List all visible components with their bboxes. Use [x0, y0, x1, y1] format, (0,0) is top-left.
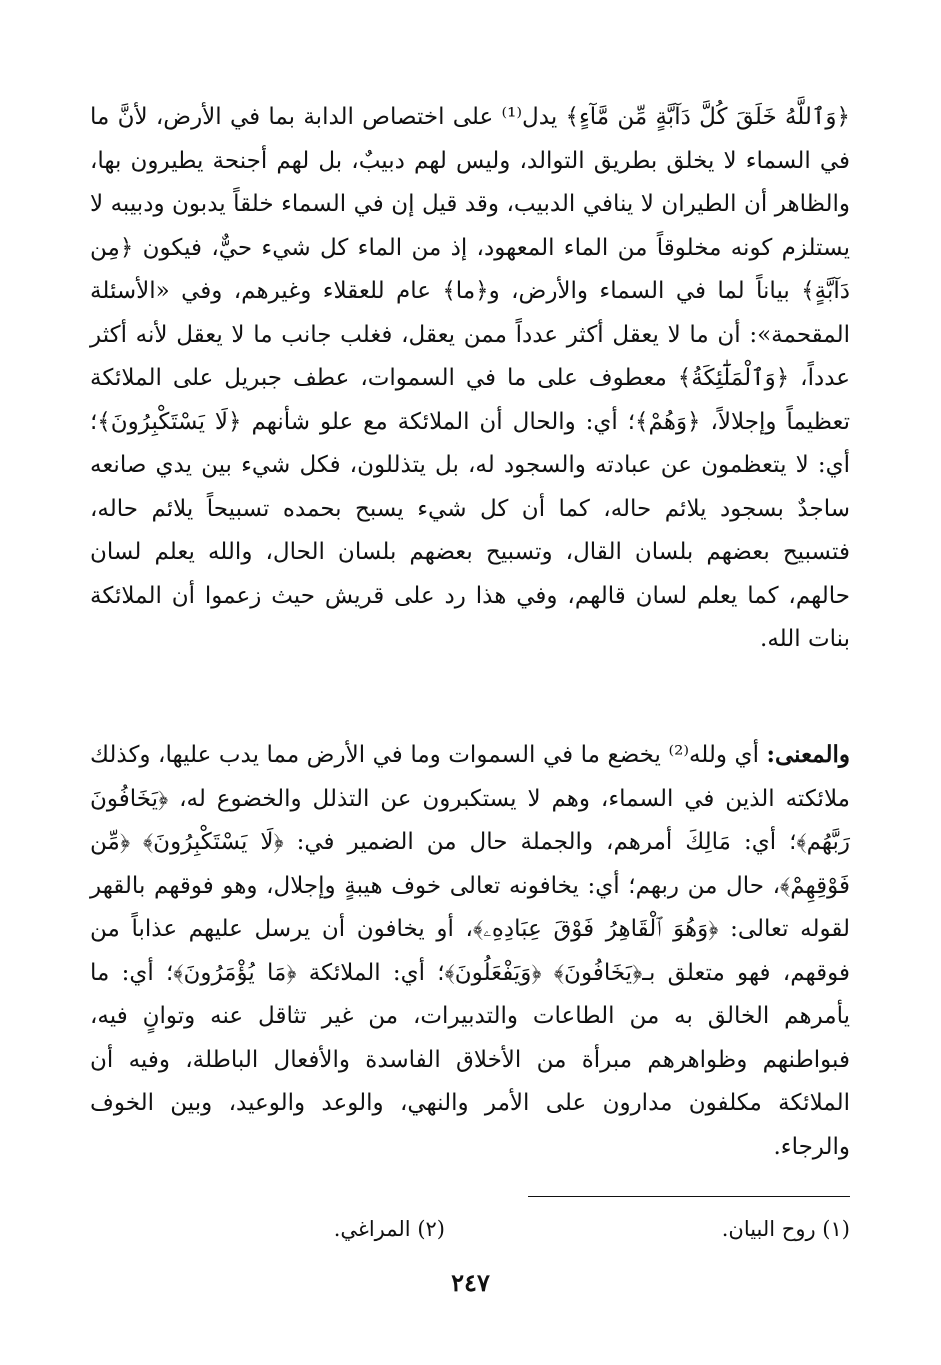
paragraph-verse-commentary — [90, 96, 850, 662]
meaning-heading: والمعنى: — [766, 741, 850, 768]
footnote-2: (٢) المراغي. — [333, 1217, 445, 1241]
footnote-1: (١) روح البيان. — [721, 1217, 850, 1241]
paragraph1-text: ﴿وَٱللَّهُ خَلَقَ كُلَّ دَآبَّةٍ مِّن مَّآءٍ﴾ يدل⁽¹⁾ على اختصاص الدابة بما في الأرض، لأنَّ ما في السماء لا يخلق بطريق التوالد، وليس لهم دبيبٌ، بل لهم أجنحة يطيرون بها، والظاهر أن الطيران لا ينافي الدبيب، وقد قيل إن في السماء خلقاً يدبون ودبيبه لا يستلزم كونه مخلوقاً من الماء المعهود، إذ من الماء كل شيء حيٌّ، فيكون ﴿مِن دَآبَّةٍ﴾ بياناً لما في السماء والأرض، و﴿ما﴾ عام للعقلاء وغيرهم، وفي «الأسئلة المقحمة»: أن ما لا يعقل أكثر عدداً ممن يعقل، فغلب جانب ما لا يعقل لأنه أكثر عدداً، ﴿وَٱلْمَلَٰٓئِكَةُ﴾ معطوف على ما في السموات، عطف جبريل على الملائكة تعظيماً وإجلالاً، ﴿وَهُمْ﴾؛ أي: والحال أن الملائكة مع علو شأنهم ﴿لَا يَسْتَكْبِرُونَ﴾؛ أي: لا يتعظمون عن عبادته والسجود له، بل يتذللون، فكل شيء بين يدي صانعه ساجدٌ بسجود يلائم حاله، كما أن كل شيء يسبح بحمده تسبيحاً يلائم حاله، فتسبيح بعضهم بلسان القال، وتسبيح بعضهم بلسان الحال، والله يعلم لسان حالهم، كما يعلم لسان قالهم، وفي هذا رد على قريش حيث زعموا أن الملائكة بنات الله. — [90, 104, 850, 652]
page-number: ٢٤٧ — [451, 1268, 490, 1297]
footnote-divider — [528, 1196, 850, 1197]
paragraph2-text: أي ولله⁽²⁾ يخضع ما في السموات وما في الأرض مما يدب عليها، وكذلك ملائكته الذين في السماء، وهم لا يستكبرون عن التذلل والخضوع له، ﴿يَخَافُونَ رَبَّهُم﴾؛ أي: مَالِكَ أمرهم، والجملة حال من الضمير في: ﴿لَا يَسْتَكْبِرُونَ﴾ ﴿مِّن فَوْقِهِمْ﴾، حال من ربهم؛ أي: يخافونه تعالى خوف هيبةٍ وإجلال، وهو فوقهم بالقهر لقوله تعالى: ﴿وَهُوَ ٱلْقَاهِرُ فَوْقَ عِبَادِهِۦ﴾، أو يخافون أن يرسل عليهم عذاباً من فوقهم، فهو متعلق بـ﴿يَخَافُونَ﴾ ﴿وَيَفْعَلُونَ﴾؛ أي: الملائكة ﴿مَا يُؤْمَرُونَ﴾؛ أي: ما يأمرهم الخالق به من الطاعات والتدبيرات، من غير تثاقل عنه وتوانٍ فيه، فبواطنهم وظواهرهم مبرأة من الأخلاق الفاسدة والأفعال الباطلة، وفيه أن الملائكة مكلفون مدارون على الأمر والنهي، والوعد والوعيد، وبين الخوف والرجاء. — [90, 742, 850, 1160]
paragraph-meaning — [90, 733, 850, 1169]
